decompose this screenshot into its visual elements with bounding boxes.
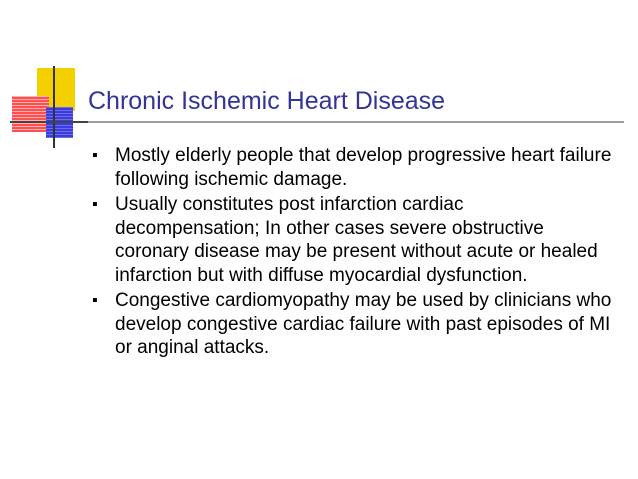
bullet-text: Congestive cardiomyopathy may be used by clinicians who develop congestive cardiac failure with past episodes of MI or anginal attacks. (115, 290, 612, 358)
decorative-red-square (12, 96, 49, 132)
bullet-item (92, 289, 612, 360)
bullet-text: Usually constitutes post infarction cardiac decompensation; In other cases severe obstructive coronary disease may be present without acute or healed infarction but with diffuse myocardial dysfunction. (115, 194, 598, 286)
bullet-square-icon: ▪ (92, 292, 98, 309)
bullet-item (92, 193, 612, 287)
decorative-vertical-line (53, 66, 55, 148)
title-underline (88, 121, 624, 123)
bullet-item (92, 144, 612, 191)
bullet-square-icon: ▪ (92, 147, 98, 164)
bullet-list (92, 144, 612, 362)
slide-title: Chronic Ischemic Heart Disease (88, 87, 446, 115)
bullet-text: Mostly elderly people that develop progressive heart failure following ischemic damage. (115, 145, 612, 190)
decorative-horizontal-line (10, 121, 94, 123)
bullet-square-icon: ▪ (92, 196, 98, 213)
